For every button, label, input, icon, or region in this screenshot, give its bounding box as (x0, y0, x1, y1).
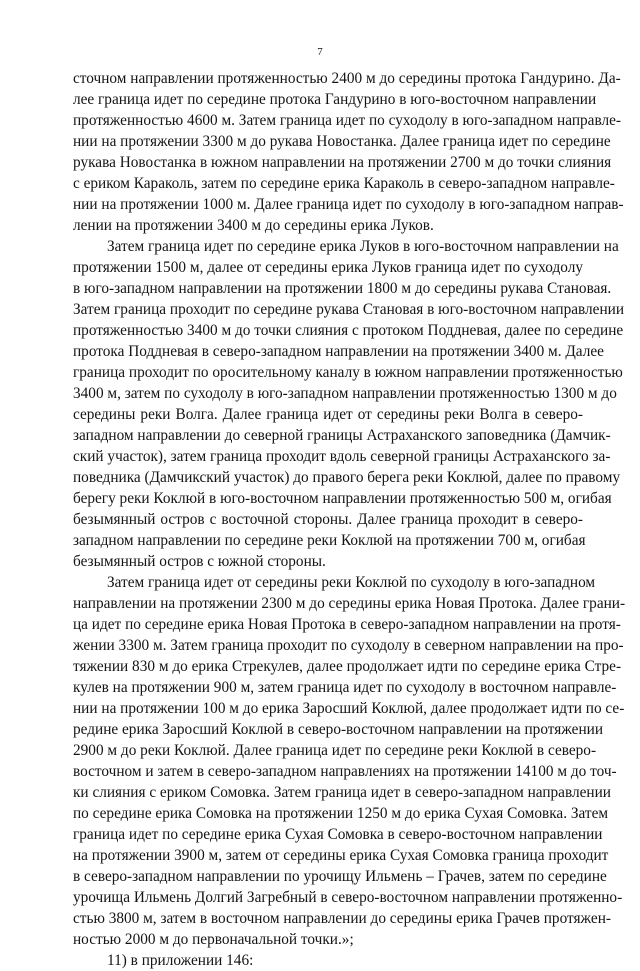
text-line: кулев на протяжении 900 м, затем граница идет по суходолу в восточном направле- (73, 679, 617, 696)
text-line: в юго-западном направлении на протяжении 1800 м до середины рукава Становая. (73, 280, 612, 297)
text-line: ки слияния с ериком Сомовка. Затем граница идет в северо-западном направлении (73, 784, 611, 801)
paragraph (73, 236, 625, 572)
text-line: лении на протяжении 3400 м до середины ерика Луков. (73, 217, 434, 234)
text-line: с ериком Караколь, затем по середине ерика Караколь в северо-западном направле- (73, 175, 615, 192)
text-line: урочища Ильмень Долгий Загребный в северо-восточном направлении протяженно- (73, 889, 623, 906)
text-line: берегу реки Коклюй в юго-восточном направлении протяженностью 500 м, огибая (73, 490, 612, 507)
text-line: западном направлении до северной границы Астраханского заповедника (Дамчик- (73, 427, 611, 444)
text-line: ский участок), затем граница проходит вдоль северной границы Астраханского за- (73, 448, 611, 465)
text-line: редине ерика Заросший Коклюй в северо-восточном направлении на протяжении (73, 721, 604, 738)
text-line: 3400 м, затем по суходолу в юго-западном направлении протяженностью 1300 м до (73, 385, 617, 402)
text-line: Затем граница проходит по середине рукава Становая в юго-восточном направлении (73, 301, 625, 318)
text-line: тяжении 830 м до ерика Стрекулев, далее продолжает идти по середине ерика Стре- (73, 658, 622, 675)
text-line: восточном и затем в северо-западном направлениях на протяжении 14100 м до точ- (73, 763, 617, 780)
text-line: протяжении 1500 м, далее от середины ерика Луков граница идет по суходолу (73, 259, 583, 276)
text-line: Затем граница идет по середине ерика Луков в юго-восточном направлении на (107, 238, 619, 255)
text-line: нии на протяжении 3300 м до рукава Новостанка. Далее граница идет по середине (73, 133, 611, 150)
paragraph (73, 950, 583, 971)
text-line: сточном направлении протяженностью 2400 м до середины протока Гандурино. Да- (73, 70, 621, 87)
text-line: середины реки Волга. Далее граница идет от середины реки Волга в северо- (73, 406, 583, 423)
page-number: 7 (317, 46, 323, 58)
text-line: лее граница идет по середине протока Гандурино в юго-восточном направлении (73, 91, 597, 108)
text-line: 11) в приложении 146: (107, 952, 254, 969)
text-line: западном направлении по середине реки Коклюй на протяжении 700 м, огибая (73, 532, 586, 549)
paragraph (73, 68, 624, 236)
text-line: безымянный остров с южной стороны. (73, 553, 326, 570)
text-line: ца идет по середине ерика Новая Протока в северо-западном направлении на протя- (73, 616, 621, 633)
text-line: по середине ерика Сомовка на протяжении 1250 м до ерика Сухая Сомовка. Затем (73, 805, 609, 822)
text-line: протяженностью 4600 м. Затем граница идет по суходолу в юго-западном направле- (73, 112, 621, 129)
text-line: 2900 м до реки Коклюй. Далее граница идет по середине реки Коклюй в северо- (73, 742, 597, 759)
text-line: нии на протяжении 1000 м. Далее граница идет по суходолу в юго-западном направ- (73, 196, 624, 213)
document-body (73, 68, 626, 971)
text-line: Затем граница идет от середины реки Коклюй по суходолу в юго-западном (107, 574, 596, 591)
text-line: стью 3800 м, затем в восточном направлении до середины ерика Грачев протяжен- (73, 910, 611, 927)
text-line: граница проходит по оросительному каналу в южном направлении протяженностью (73, 364, 623, 381)
text-line: рукава Новостанка в южном направлении на протяжении 2700 м до точки слияния (73, 154, 612, 171)
text-line: протока Поддневая в северо-западном направлении на протяжении 3400 м. Далее (73, 343, 604, 360)
text-line: на протяжении 3900 м, затем от середины ерика Сухая Сомовка граница проходит (73, 847, 609, 864)
text-line: нии на протяжении 100 м до ерика Заросший Коклюй, далее продолжает идти по се- (73, 700, 625, 717)
text-line: в северо-западном направлении по урочищу Ильмень – Грачев, затем по середине (73, 868, 607, 885)
text-line: ностью 2000 м до первоначальной точки.»; (73, 931, 354, 948)
text-line: поведника (Дамчикский участок) до правого берега реки Коклюй, далее по правому (73, 469, 621, 486)
text-line: безымянный остров с восточной стороны. Далее граница проходит в северо- (73, 511, 583, 528)
text-line: протяженностью 3400 м до точки слияния с протоком Поддневая, далее по середине (73, 322, 624, 339)
text-line: направлении на протяжении 2300 м до середины ерика Новая Протока. Далее грани- (73, 595, 626, 612)
paragraph (73, 572, 626, 950)
text-line: жении 3300 м. Затем граница проходит по суходолу в северном направлении на про- (73, 637, 624, 654)
text-line: граница идет по середине ерика Сухая Сомовка в северо-восточном направлении (73, 826, 603, 843)
